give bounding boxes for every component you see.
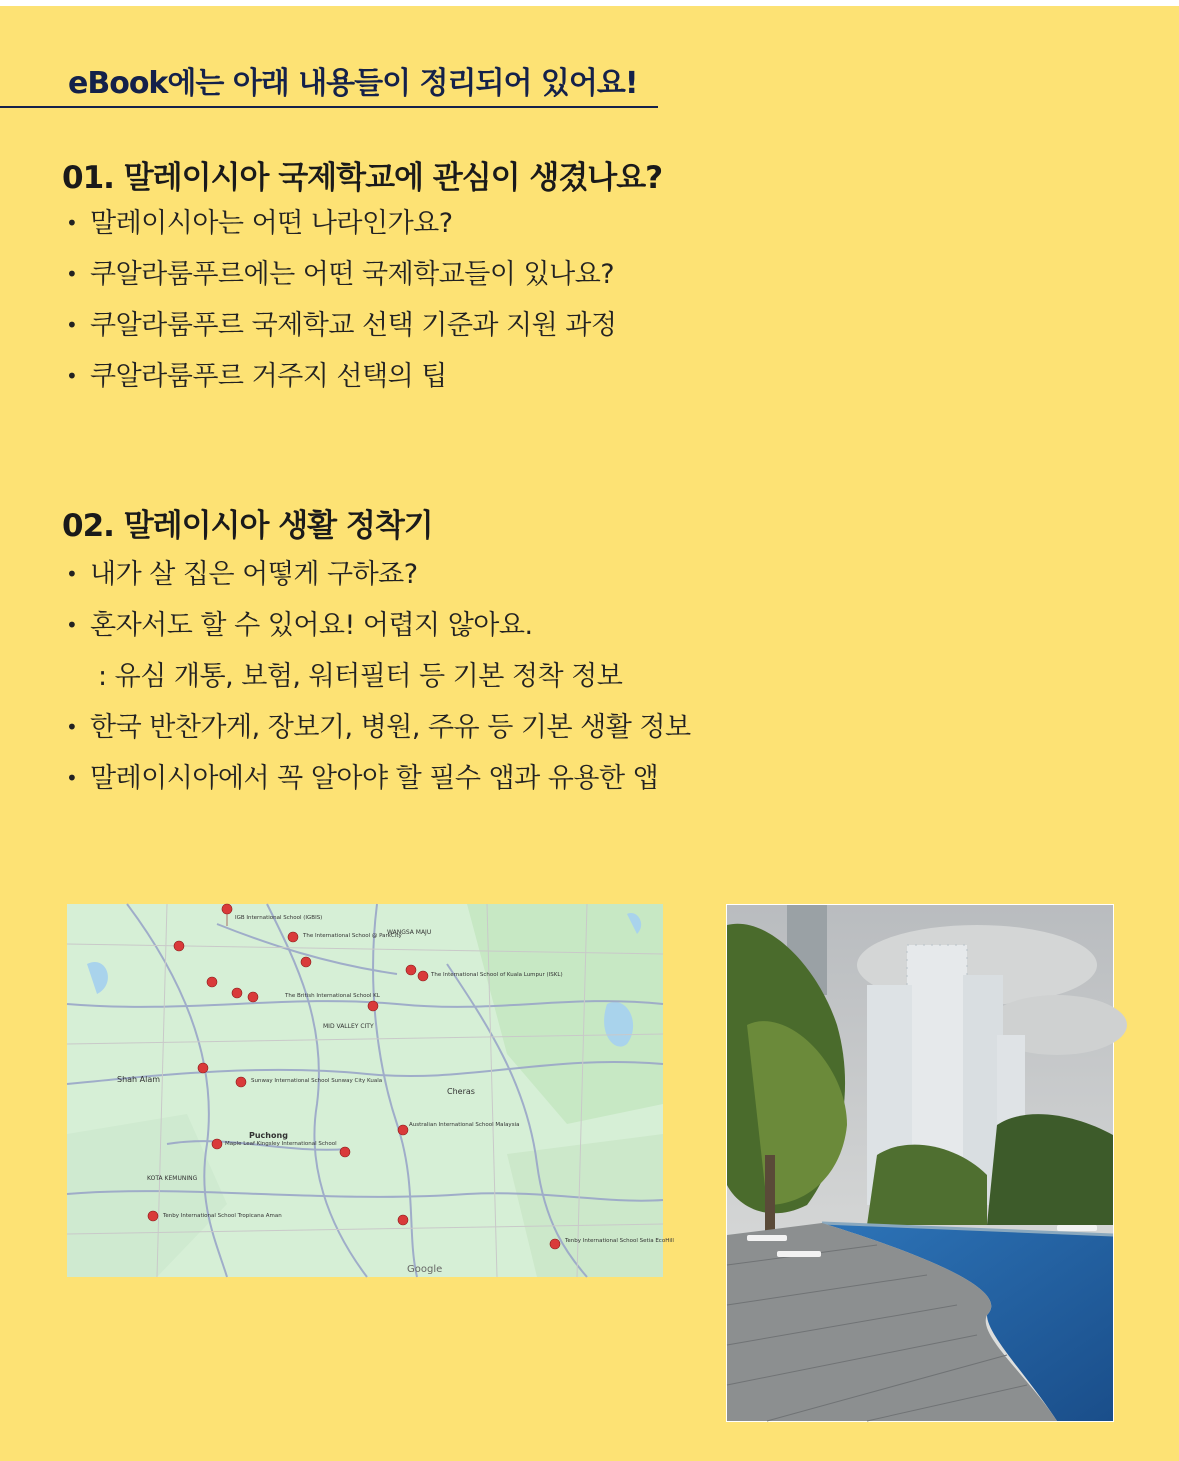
title-underline (0, 106, 658, 108)
map-pin (398, 1215, 408, 1225)
condo-pool-photo (726, 904, 1114, 1422)
svg-text:The British International Scho: The British International School KL (285, 993, 380, 999)
svg-text:Maple Leaf Kingsley Internatio: Maple Leaf Kingsley International School (225, 1141, 337, 1147)
svg-text:Shah Alam: Shah Alam (117, 1075, 161, 1084)
map-pin (418, 971, 428, 981)
map-pin (232, 988, 242, 998)
section-title-01: 01. 말레이시아 국제학교에 관심이 생겼나요? (62, 160, 663, 196)
map-pin (174, 941, 184, 951)
section-01-list (66, 198, 616, 402)
map-pin (148, 1211, 158, 1221)
map-pin (398, 1125, 408, 1135)
svg-text:Puchong: Puchong (249, 1131, 288, 1140)
svg-text:Sunway International School Su: Sunway International School Sunway City Kuala (251, 1078, 383, 1084)
map-pin (340, 1147, 350, 1157)
map-pin (301, 957, 311, 967)
map-pin (288, 932, 298, 942)
section-title-02: 02. 말레이시아 생활 정착기 (62, 508, 433, 544)
list-item: • 말레이시아에서 꼭 알아야 할 필수 앱과 유용한 앱 (66, 763, 659, 794)
list-item: • 내가 살 집은 어떻게 구하죠? (66, 559, 418, 590)
section-02-list (66, 549, 691, 804)
svg-text:The International School of Ku: The International School of Kuala Lumpur (ISKL) (431, 972, 563, 978)
list-item: • 한국 반찬가게, 장보기, 병원, 주유 등 기본 생활 정보 (66, 712, 691, 743)
list-item: • 쿠알라룸푸르 거주지 선택의 팁 (66, 361, 447, 392)
svg-text:WANGSA MAJU: WANGSA MAJU (387, 929, 432, 936)
school-map-image (67, 904, 674, 1277)
map-pin (406, 965, 416, 975)
list-item-sub: : 유심 개통, 보험, 워터필터 등 기본 정착 정보 (98, 661, 623, 692)
map-graphic (67, 904, 674, 1277)
map-pin (550, 1239, 560, 1249)
map-pin (207, 977, 217, 987)
list-item: • 쿠알라룸푸르에는 어떤 국제학교들이 있나요? (66, 259, 615, 290)
svg-text:Google: Google (407, 1264, 443, 1275)
list-item: • 말레이시아는 어떤 나라인가요? (66, 208, 453, 239)
map-pin (198, 1063, 208, 1073)
svg-text:Tenby International School Tro: Tenby International School Tropicana Aman (163, 1213, 282, 1219)
map-pin (236, 1077, 246, 1087)
svg-text:IGB International School (IGBI: IGB International School (IGBIS) (235, 915, 323, 921)
svg-text:Australian International Schoo: Australian International School Malaysia (409, 1122, 520, 1128)
photo-graphic (727, 905, 1113, 1421)
map-pin (248, 992, 258, 1002)
svg-text:MID VALLEY CITY: MID VALLEY CITY (323, 1023, 374, 1030)
page-background (0, 6, 1179, 1461)
svg-text:Cheras: Cheras (447, 1087, 475, 1096)
map-pin (368, 1001, 378, 1011)
svg-text:KOTA KEMUNING: KOTA KEMUNING (147, 1175, 198, 1182)
list-item: • 쿠알라룸푸르 국제학교 선택 기준과 지원 과정 (66, 310, 617, 341)
list-item: • 혼자서도 할 수 있어요! 어렵지 않아요. (66, 610, 533, 641)
svg-text:Tenby International School Set: Tenby International School Setia EcoHill (565, 1238, 674, 1244)
map-pin (212, 1139, 222, 1149)
svg-text:The International School @ Par: The International School @ ParkCity (303, 933, 402, 939)
page-title: eBook에는 아래 내용들이 정리되어 있어요! (68, 66, 638, 101)
